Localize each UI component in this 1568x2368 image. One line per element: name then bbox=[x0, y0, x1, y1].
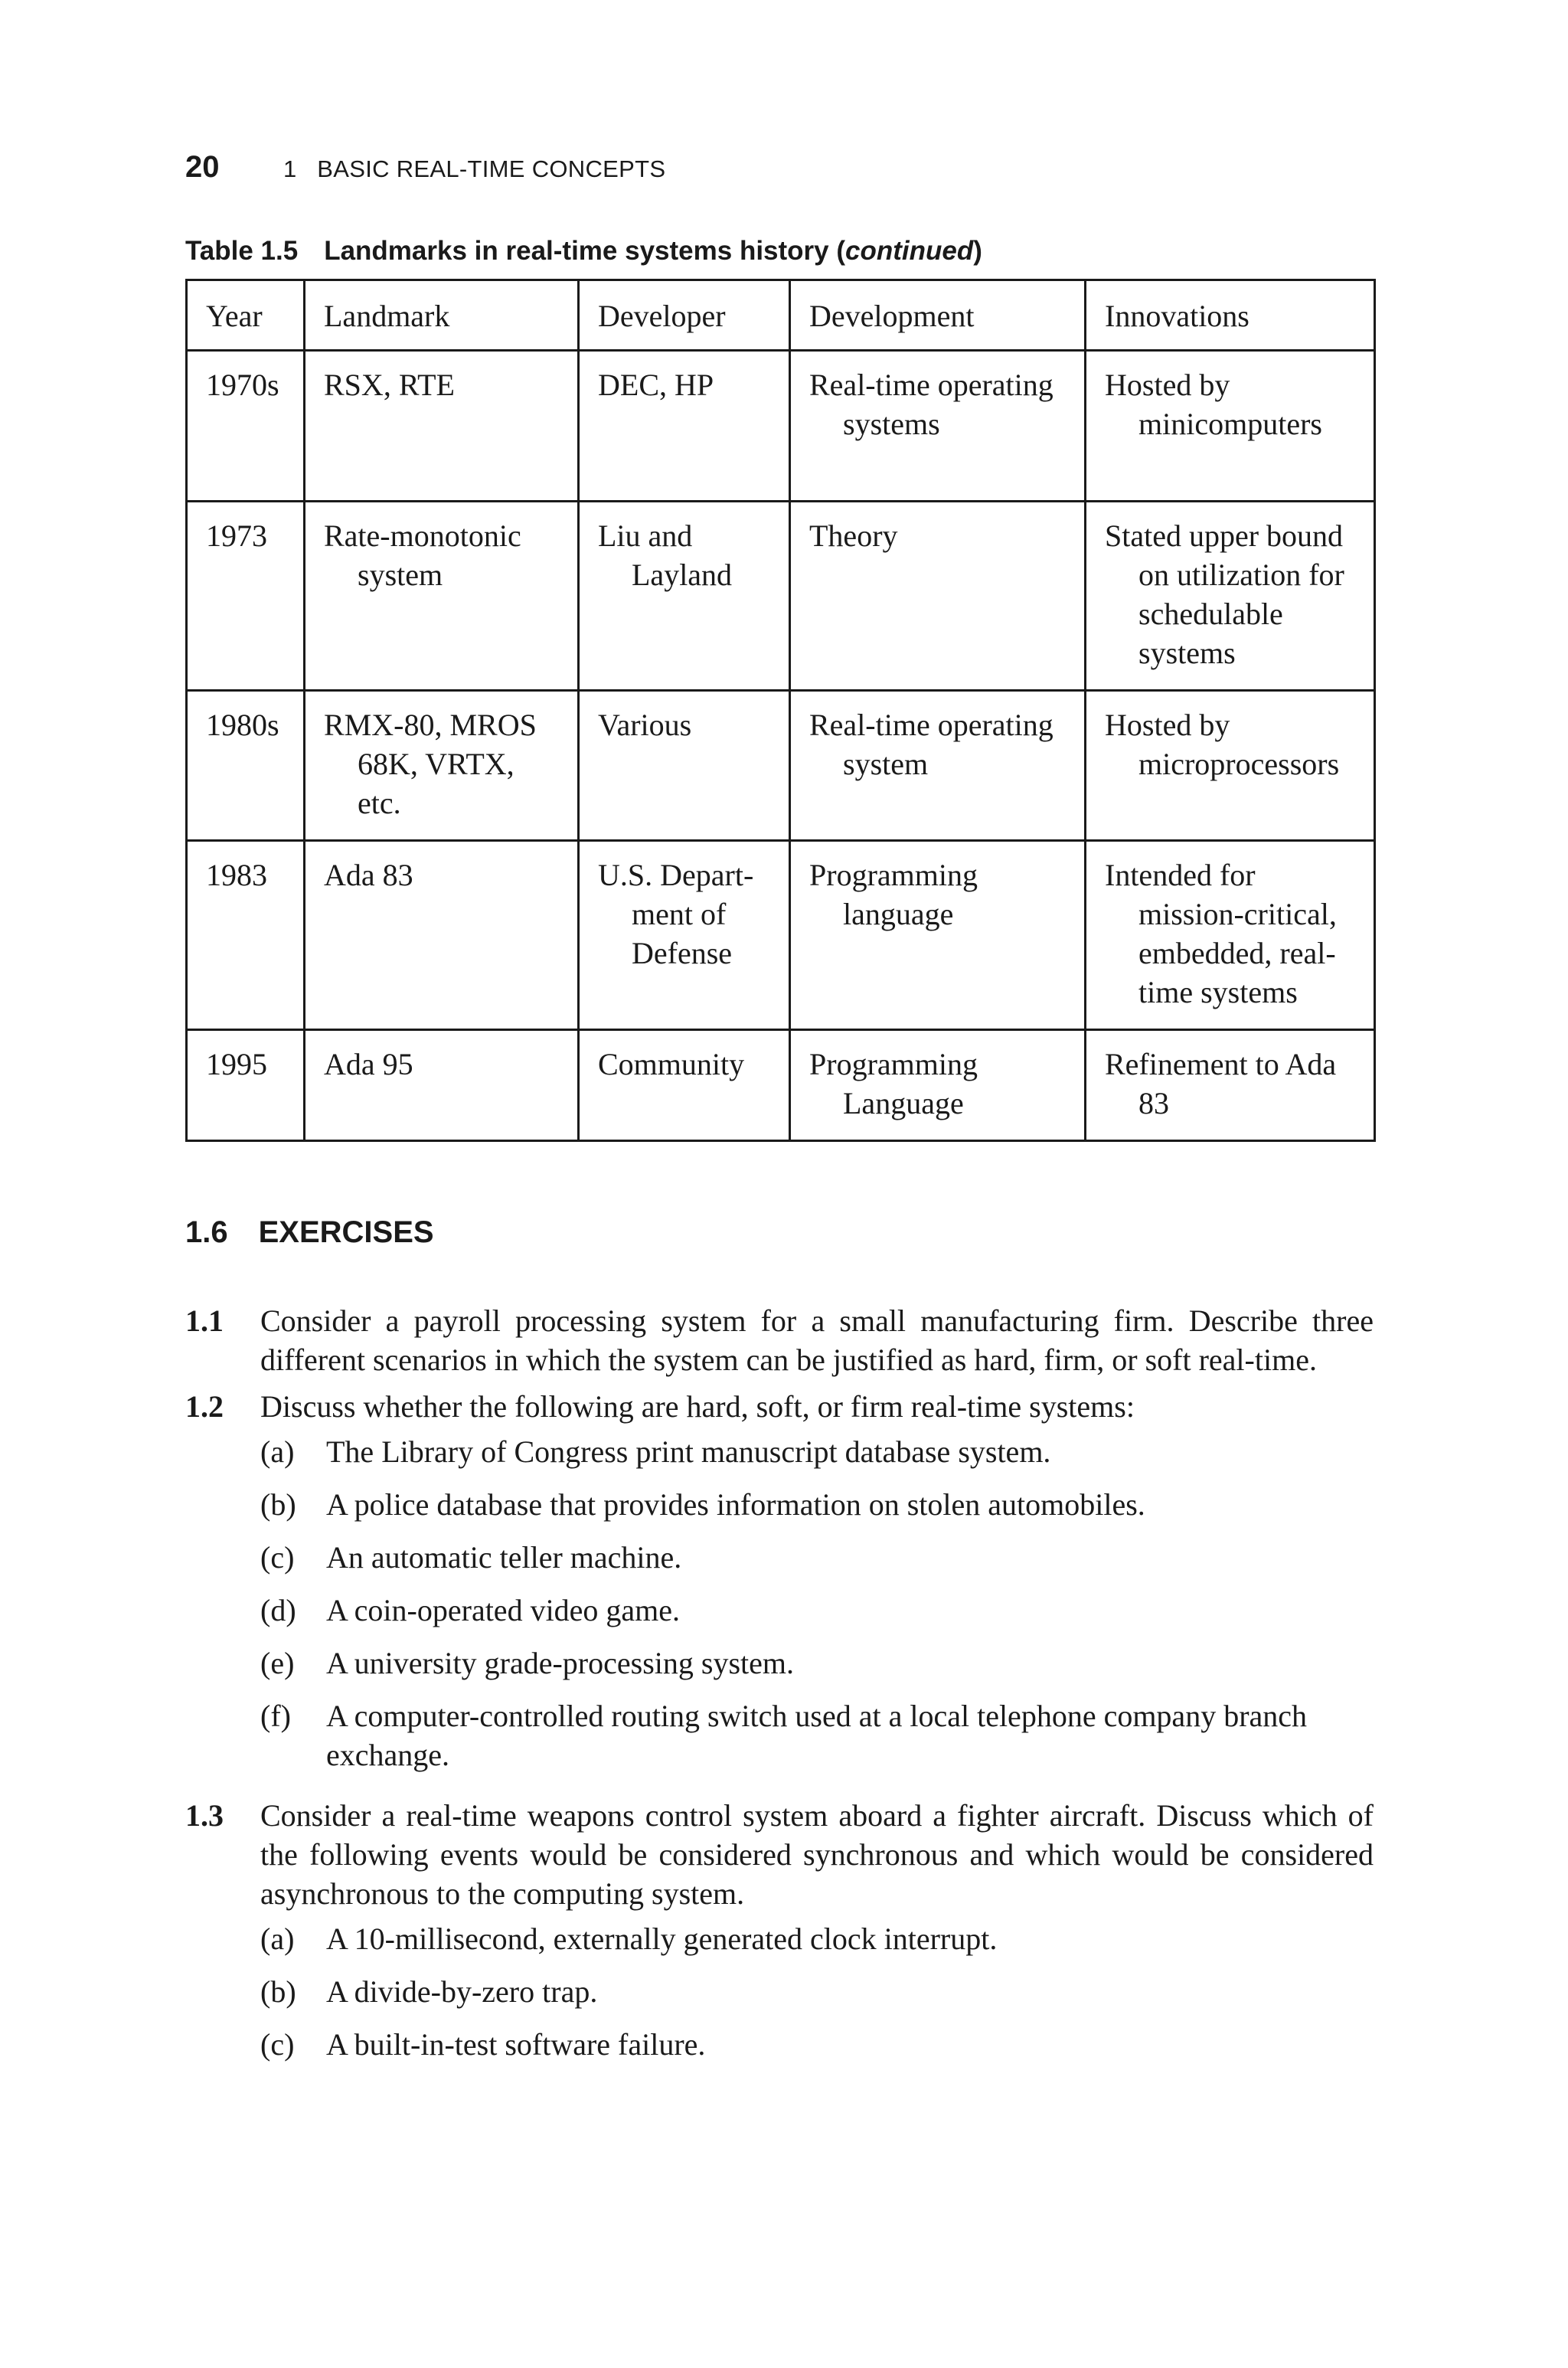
column-header-innovations: Innovations bbox=[1086, 280, 1375, 351]
part-label: (d) bbox=[260, 1593, 296, 1627]
running-head bbox=[185, 150, 1374, 196]
section-title: EXERCISES bbox=[258, 1215, 434, 1249]
table-label: Table 1.5 bbox=[185, 236, 299, 266]
exercise-text: Discuss whether the following are hard, soft, or firm real-time systems: bbox=[260, 1389, 1135, 1424]
page-number: 20 bbox=[185, 150, 220, 184]
cell-developer: Community bbox=[579, 1030, 790, 1141]
part-text: A university grade-processing system. bbox=[326, 1646, 794, 1680]
part-label: (b) bbox=[260, 1974, 296, 2009]
part-text: A divide-by-zero trap. bbox=[326, 1974, 598, 2009]
cell-innovations: Hosted by microprocessors bbox=[1086, 691, 1375, 841]
cell-year: 1995 bbox=[187, 1030, 305, 1141]
part-text: A 10-millisecond, externally generated clock interrupt. bbox=[326, 1922, 998, 1956]
part-text: A built-in-test software failure. bbox=[326, 2027, 706, 2062]
table-header-row bbox=[187, 280, 1375, 351]
cell-innovations: Intended for mission-critical, embedded, real-time systems bbox=[1086, 841, 1375, 1030]
column-header-development: Development bbox=[790, 280, 1086, 351]
cell-development: Real-time operating system bbox=[790, 691, 1086, 841]
cell-year: 1983 bbox=[187, 841, 305, 1030]
list-item bbox=[260, 1485, 1374, 1524]
cell-development: Programming Language bbox=[790, 1030, 1086, 1141]
cell-development: Theory bbox=[790, 502, 1086, 691]
table-row bbox=[187, 841, 1375, 1030]
exercise-number: 1.2 bbox=[185, 1389, 224, 1424]
exercise-1-1 bbox=[185, 1301, 1374, 1379]
book-page bbox=[185, 150, 1374, 2085]
part-text: The Library of Congress print manuscript database system. bbox=[326, 1434, 1051, 1469]
list-item bbox=[260, 1591, 1374, 1630]
exercise-text: Consider a payroll processing system for a small manufacturing firm. Describe three different scenarios in which the system can be justified as hard, firm, or soft real-time. bbox=[260, 1303, 1374, 1377]
table-caption bbox=[185, 236, 1374, 279]
exercise-1-2 bbox=[185, 1387, 1374, 1788]
cell-year: 1980s bbox=[187, 691, 305, 841]
column-header-developer: Developer bbox=[579, 280, 790, 351]
column-header-landmark: Landmark bbox=[305, 280, 579, 351]
cell-development: Programming language bbox=[790, 841, 1086, 1030]
part-label: (b) bbox=[260, 1487, 296, 1522]
cell-year: 1970s bbox=[187, 351, 305, 502]
list-item bbox=[260, 1972, 1374, 2011]
section-number: 1.6 bbox=[185, 1215, 228, 1249]
list-item bbox=[260, 1538, 1374, 1577]
cell-developer: DEC, HP bbox=[579, 351, 790, 502]
part-text: An automatic teller machine. bbox=[326, 1540, 682, 1575]
part-text: A coin-operated video game. bbox=[326, 1593, 681, 1627]
cell-innovations: Refinement to Ada 83 bbox=[1086, 1030, 1375, 1141]
list-item bbox=[260, 1644, 1374, 1683]
table-title-end: ) bbox=[973, 236, 982, 266]
exercise-number: 1.1 bbox=[185, 1303, 224, 1338]
cell-innovations: Hosted by minicomputers bbox=[1086, 351, 1375, 502]
part-label: (e) bbox=[260, 1646, 295, 1680]
table-title-note: continued bbox=[845, 236, 974, 266]
table-row bbox=[187, 502, 1375, 691]
table-row bbox=[187, 691, 1375, 841]
exercise-1-3 bbox=[185, 1796, 1374, 2078]
part-label: (a) bbox=[260, 1434, 295, 1469]
exercise-number: 1.3 bbox=[185, 1798, 224, 1833]
part-label: (a) bbox=[260, 1922, 295, 1956]
section-heading bbox=[185, 1215, 1374, 1261]
exercise-parts bbox=[260, 1432, 1374, 1774]
chapter-title: 1 BASIC REAL-TIME CONCEPTS bbox=[283, 155, 666, 182]
part-text: A police database that provides information on stolen automobiles. bbox=[326, 1487, 1145, 1522]
cell-innovations: Stated upper bound on utilization for schedulable systems bbox=[1086, 502, 1375, 691]
list-item bbox=[260, 1696, 1374, 1774]
table-row bbox=[187, 351, 1375, 502]
cell-landmark: RSX, RTE bbox=[305, 351, 579, 502]
cell-development: Real-time operating systems bbox=[790, 351, 1086, 502]
exercise-text: Consider a real-time weapons control system aboard a fighter aircraft. Discuss which of the following events would be considered synchronous and which would be considered asynchronous to the computing system. bbox=[260, 1798, 1374, 1911]
cell-developer: Various bbox=[579, 691, 790, 841]
cell-landmark: RMX-80, MROS 68K, VRTX, etc. bbox=[305, 691, 579, 841]
exercise-parts bbox=[260, 1919, 1374, 2064]
table-title: Landmarks in real-time systems history ( bbox=[324, 236, 846, 266]
part-label: (c) bbox=[260, 2027, 295, 2062]
cell-developer: Liu and Layland bbox=[579, 502, 790, 691]
part-label: (c) bbox=[260, 1540, 295, 1575]
cell-landmark: Ada 83 bbox=[305, 841, 579, 1030]
landmarks-table bbox=[185, 279, 1376, 1142]
cell-year: 1973 bbox=[187, 502, 305, 691]
exercise-list bbox=[185, 1301, 1374, 2078]
table-row bbox=[187, 1030, 1375, 1141]
cell-landmark: Ada 95 bbox=[305, 1030, 579, 1141]
list-item bbox=[260, 2025, 1374, 2064]
part-label: (f) bbox=[260, 1699, 291, 1733]
list-item bbox=[260, 1432, 1374, 1471]
cell-landmark: Rate-monotonic system bbox=[305, 502, 579, 691]
part-text: A computer-controlled routing switch used at a local telephone company branch exchange. bbox=[326, 1699, 1308, 1772]
cell-developer: U.S. Depart- ment of Defense bbox=[579, 841, 790, 1030]
list-item bbox=[260, 1919, 1374, 1958]
column-header-year: Year bbox=[187, 280, 305, 351]
